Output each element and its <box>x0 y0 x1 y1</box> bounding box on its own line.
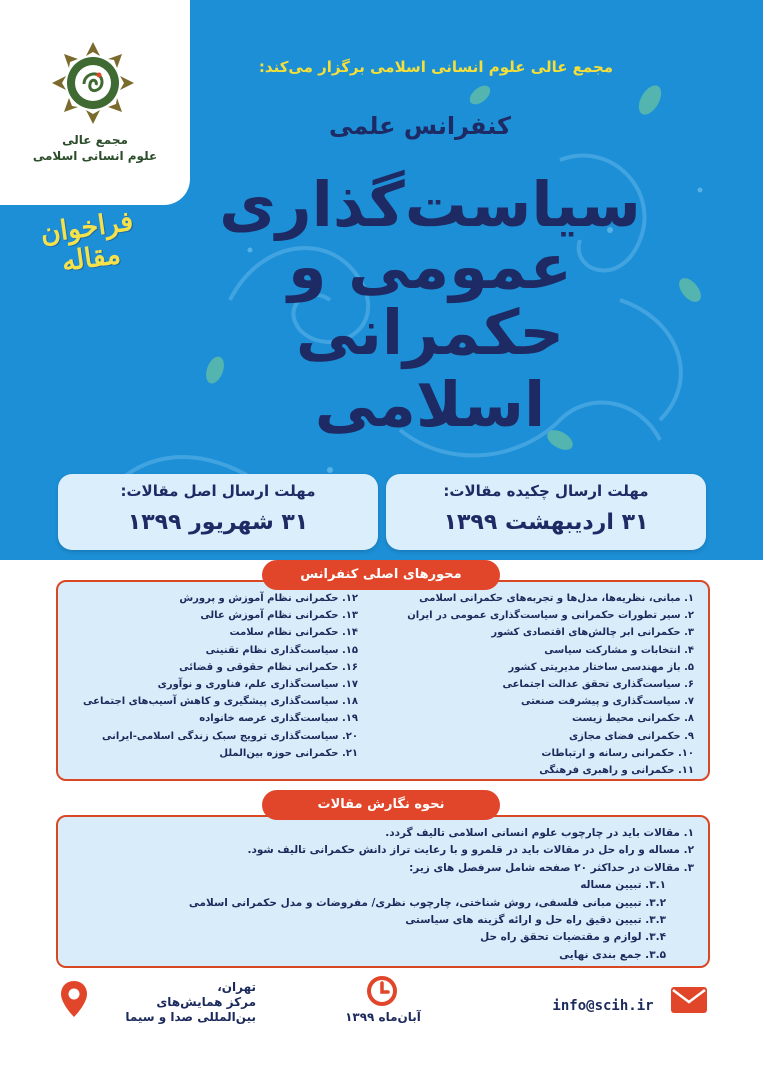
list-item: ۱۲. حکمرانی نظام آموزش و پرورش <box>179 593 358 604</box>
abstract-deadline-label: مهلت ارسال چکیده مقالات: <box>443 482 649 500</box>
title-line-2: عمومی و <box>287 230 573 303</box>
list-item: ۵. باز مهندسی ساختار مدیریتی کشور <box>508 661 694 673</box>
list-item: ۱۰. حکمرانی رسانه و ارتباطات <box>541 747 694 759</box>
topics-box <box>56 580 710 781</box>
writing-guidelines-box <box>56 815 710 968</box>
location-pin-icon <box>60 980 88 1018</box>
institute-logo-emblem <box>50 40 136 126</box>
list-item: ۱۹. سیاست‌گذاری عرصه خانواده <box>199 713 358 725</box>
venue-name-1: مرکز همایش‌های <box>156 995 256 1009</box>
list-item: ۱۵. سیاست‌گذاری نظام تقنینی <box>205 644 358 656</box>
title-line-3: حکمرانی <box>295 296 565 369</box>
list-item: ۶. سیاست‌گذاری تحقق عدالت اجتماعی <box>502 678 694 690</box>
list-item: ۸. حکمرانی محیط زیست <box>571 713 694 725</box>
topics-heading: محورهای اصلی کنفرانس <box>262 560 500 590</box>
writing-guidelines-list <box>74 825 694 964</box>
title-line-1: سیاست‌گذاری <box>219 168 641 241</box>
list-item: ۷. سیاست‌گذاری و پیشرفت صنعتی <box>520 696 694 708</box>
logo-line-1: مجمع عالی <box>62 133 128 147</box>
list-item: ۳.۱. تبیین مساله <box>580 879 666 892</box>
list-item: ۳.۴. لوازم و مقتضیات تحقق راه حل <box>480 931 666 944</box>
full-paper-deadline-label: مهلت ارسال اصل مقالات: <box>120 482 316 500</box>
list-item: ۱۳. حکمرانی نظام آموزش عالی <box>200 610 358 622</box>
list-item: ۴. انتخابات و مشارکت سیاسی <box>544 644 694 656</box>
title-line-4: اسلامی <box>314 368 546 441</box>
conference-label: کنفرانس علمی <box>328 112 512 140</box>
list-item: ۳.۲. تبیین مبانی فلسفی، روش شناختی، چارچوب نظری/ مفروضات و مدل حکمرانی اسلامی <box>188 896 666 909</box>
list-item: ۱۱. حکمرانی و راهبری فرهنگی <box>539 764 694 776</box>
contact-email[interactable]: info@scih.ir <box>552 998 654 1014</box>
organizer-line: مجمع عالی علوم انسانی اسلامی برگزار می‌کند: <box>258 58 614 76</box>
venue-name-2: بین‌المللی صدا و سیما <box>125 1010 256 1024</box>
writing-guidelines-heading: نحوه نگارش مقالات <box>262 790 500 820</box>
list-item: ۲. سیر تطورات حکمرانی و سیاست‌گذاری عمومی در ایران <box>407 610 694 622</box>
mail-icon <box>670 986 708 1014</box>
conference-date: آبان‌ماه ۱۳۹۹ <box>345 1010 421 1024</box>
venue-city: تهران، <box>217 980 256 994</box>
list-item: ۳.۵. جمع بندی نهایی <box>559 948 666 961</box>
topics-list-right <box>394 590 694 779</box>
list-item: ۲۱. حکمرانی حوزه بین‌الملل <box>219 747 358 759</box>
abstract-deadline-card <box>386 474 706 550</box>
full-paper-deadline-date: ۳۱ شهریور ۱۳۹۹ <box>127 510 309 535</box>
full-paper-deadline-card <box>58 474 378 550</box>
list-item: ۱. مقالات باید در چارچوب علوم انسانی اسلامی تالیف گردد. <box>385 827 694 839</box>
clock-icon <box>366 975 398 1007</box>
list-item: ۱۸. سیاست‌گذاری پیشگیری و کاهش آسیب‌های اجتماعی <box>83 696 358 708</box>
list-item: ۱. مبانی، نظریه‌ها، مدل‌ها و تجربه‌های حکمرانی اسلامی <box>419 593 694 604</box>
list-item: ۳. مقالات در حداکثر ۲۰ صفحه شامل سرفصل های زیر: <box>409 861 694 874</box>
list-item: ۳.۳. تبیین دقیق راه حل و ارائه گزینه های سیاستی <box>405 913 666 926</box>
list-item: ۲. مساله و راه حل در مقالات باید در قلمرو و با رعایت تراز دانش حکمرانی تالیف شود. <box>247 844 694 857</box>
list-item: ۳. حکمرانی ابر چالش‌های اقتصادی کشور <box>491 627 694 639</box>
list-item: ۱۶. حکمرانی نظام حقوقی و قضائی <box>179 661 358 673</box>
abstract-deadline-date: ۳۱ اردیبهشت ۱۳۹۹ <box>443 510 649 535</box>
list-item: ۱۷. سیاست‌گذاری علم، فناوری و نوآوری <box>157 678 358 690</box>
list-item: ۲۰. سیاست‌گذاری ترویج سبک زندگی اسلامی-ایرانی <box>101 730 358 742</box>
call-for-papers-label: فراخوان مقاله <box>38 205 136 278</box>
logo-text <box>0 132 190 164</box>
list-item: ۱۴. حکمرانی نظام سلامت <box>229 627 358 639</box>
topics-list-left <box>68 590 358 762</box>
list-item: ۹. حکمرانی فضای مجازی <box>569 730 694 742</box>
logo-line-2: علوم انسانی اسلامی <box>32 149 158 163</box>
venue-text <box>96 980 256 1025</box>
